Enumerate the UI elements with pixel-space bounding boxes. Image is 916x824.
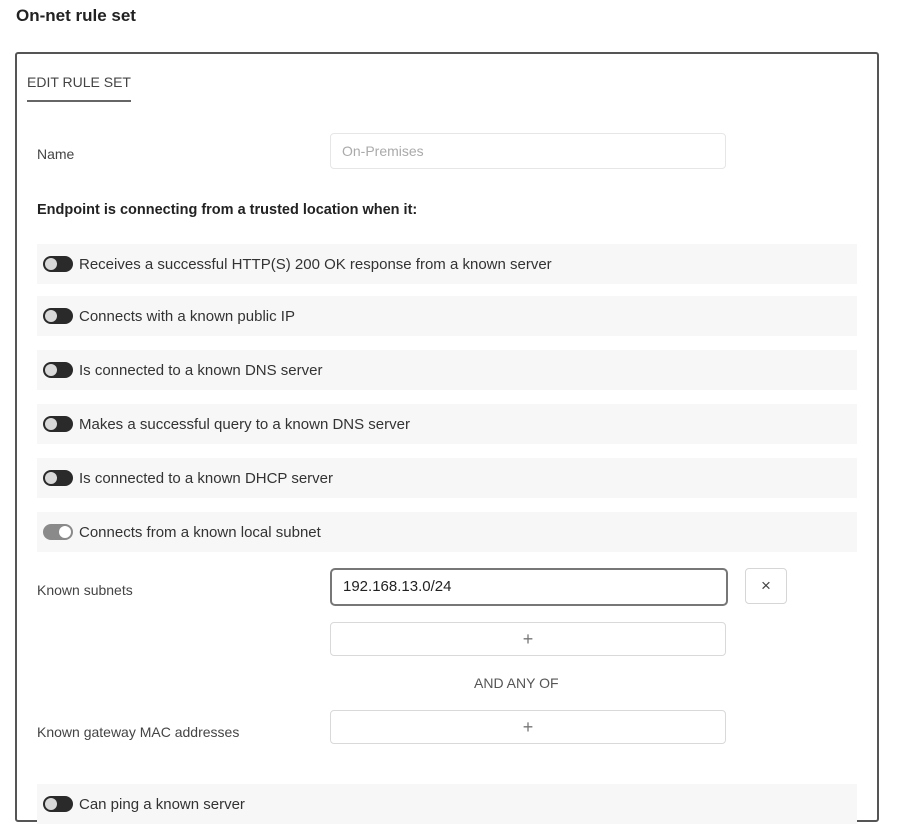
toggle-knob	[45, 798, 57, 810]
toggle-knob	[45, 310, 57, 322]
rule-local-subnet[interactable]	[37, 512, 857, 552]
toggle-knob	[45, 418, 57, 430]
toggle-knob	[45, 258, 57, 270]
name-input[interactable]: On-Premises	[330, 133, 726, 169]
toggle-knob	[59, 526, 71, 538]
rule-dhcp-server[interactable]	[37, 458, 857, 498]
rule-label: Is connected to a known DNS server	[79, 361, 323, 379]
add-gateway-mac-button[interactable]: +	[330, 710, 726, 744]
toggle-switch[interactable]	[43, 796, 73, 812]
toggle-switch[interactable]	[43, 470, 73, 486]
known-subnets-label: Known subnets	[37, 582, 133, 598]
rule-label: Receives a successful HTTP(S) 200 OK response from a known server	[79, 255, 552, 273]
trusted-location-heading: Endpoint is connecting from a trusted location when it:	[37, 202, 418, 218]
rule-http-200-ok[interactable]	[37, 244, 857, 284]
toggle-knob	[45, 364, 57, 376]
rule-dns-query[interactable]	[37, 404, 857, 444]
toggle-switch[interactable]	[43, 308, 73, 324]
rule-label: Is connected to a known DHCP server	[79, 469, 334, 487]
name-label: Name	[37, 146, 75, 162]
rule-label: Connects with a known public IP	[79, 307, 295, 325]
rule-public-ip[interactable]	[37, 296, 857, 336]
toggle-knob	[45, 472, 57, 484]
rule-dns-server[interactable]	[37, 350, 857, 390]
tab-edit-rule-set[interactable]: EDIT RULE SET	[27, 74, 131, 102]
toggle-switch[interactable]	[43, 256, 73, 272]
rule-label: Makes a successful query to a known DNS server	[79, 415, 410, 433]
toggle-switch[interactable]	[43, 416, 73, 432]
toggle-switch[interactable]	[43, 524, 73, 540]
add-subnet-button[interactable]: +	[330, 622, 726, 656]
toggle-switch[interactable]	[43, 362, 73, 378]
and-any-of-label: AND ANY OF	[474, 675, 559, 691]
rule-label: Connects from a known local subnet	[79, 523, 321, 541]
rule-ping-server[interactable]	[37, 784, 857, 824]
subnet-input[interactable]: 192.168.13.0/24	[330, 568, 728, 606]
page-title: On-net rule set	[16, 6, 136, 25]
edit-rule-set-panel	[15, 52, 879, 822]
rule-label: Can ping a known server	[79, 795, 245, 813]
gateway-mac-label: Known gateway MAC addresses	[37, 724, 240, 740]
remove-subnet-button[interactable]: ×	[745, 568, 787, 604]
